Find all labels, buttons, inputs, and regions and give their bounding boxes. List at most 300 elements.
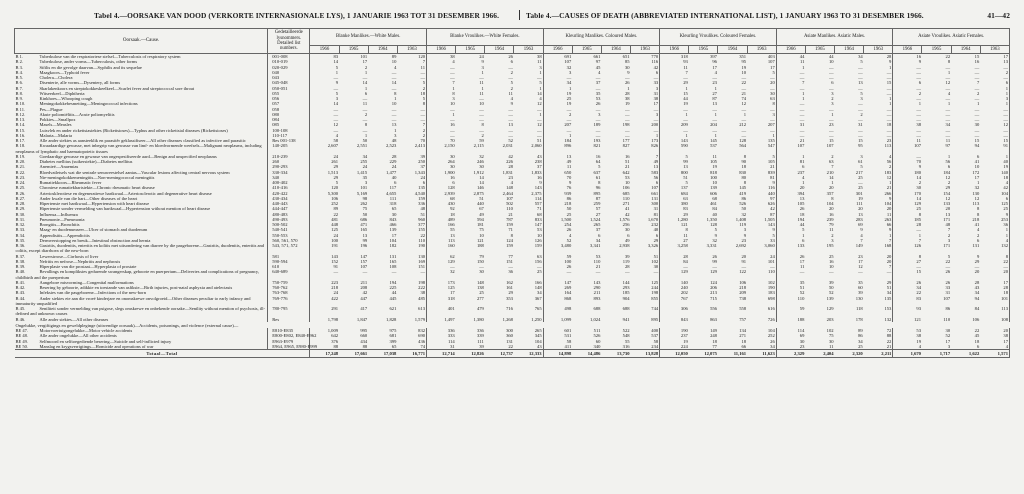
value-cell: 185 bbox=[893, 217, 922, 222]
value-cell: 164 bbox=[543, 290, 572, 295]
value-cell: — bbox=[858, 101, 863, 107]
cause-number: B 44. bbox=[15, 295, 26, 301]
value-cell: 122 bbox=[739, 269, 747, 275]
value-cell: 833 bbox=[534, 216, 542, 222]
value-cell: — bbox=[886, 75, 892, 80]
value-cell: 102 bbox=[826, 328, 834, 333]
value-cell: 7 bbox=[947, 227, 951, 233]
value-cell: 1 bbox=[776, 91, 805, 96]
value-cell: 43 bbox=[974, 285, 980, 290]
cause-label: Chroniese rumatiekhartsiekte—Chronic rheumatic heart disease bbox=[39, 185, 155, 191]
value-cell: 3 bbox=[539, 64, 542, 70]
value-cell: 226 bbox=[506, 159, 513, 164]
value-cell: 6 bbox=[422, 180, 426, 185]
value-cell: 39 bbox=[828, 279, 834, 285]
value-cell: 56 bbox=[653, 174, 659, 180]
value-cell: 20 bbox=[828, 185, 834, 191]
value-cell: 13 bbox=[980, 59, 1009, 64]
cause-number: B 40. bbox=[15, 269, 26, 275]
value-cell: — bbox=[945, 64, 951, 70]
value-cell: — bbox=[427, 107, 456, 112]
value-cell: 25 bbox=[479, 290, 484, 296]
group-header-white-males: Blanke Manlikes.—White Males. bbox=[310, 29, 427, 46]
value-cell: — bbox=[776, 86, 805, 91]
value-cell: 128 bbox=[739, 138, 747, 143]
value-cell: 149 bbox=[855, 243, 863, 248]
value-cell: 843 bbox=[389, 216, 397, 222]
value-cell: 7 bbox=[860, 237, 863, 243]
cause-number: B 2. bbox=[15, 59, 24, 65]
value-cell: 20 bbox=[980, 328, 1009, 333]
value-cell: — bbox=[624, 269, 630, 275]
value-cell: 70 bbox=[893, 159, 922, 164]
cause-label: Cholera—Cholera bbox=[39, 75, 73, 80]
value-cell: 79 bbox=[479, 253, 484, 259]
value-cell: 143 bbox=[660, 138, 689, 143]
value-cell: 839 bbox=[767, 169, 775, 175]
value-cell: — bbox=[310, 86, 339, 91]
value-cell: 2,031 bbox=[502, 143, 513, 149]
value-cell: 12,737 bbox=[485, 350, 514, 358]
value-cell: 44 bbox=[828, 54, 834, 59]
value-cell: 403 bbox=[767, 54, 775, 59]
value-cell: 86 bbox=[543, 196, 572, 201]
value-cell: 1 bbox=[980, 101, 1009, 106]
value-cell: 146 bbox=[476, 185, 484, 191]
value-cell: 22 bbox=[886, 338, 892, 344]
value-cell: 23 bbox=[776, 344, 805, 350]
value-cell: 3,341 bbox=[590, 243, 601, 248]
cause-number: B 7. bbox=[15, 85, 24, 91]
value-cell: 2 bbox=[889, 164, 892, 170]
value-cell: — bbox=[770, 117, 775, 122]
value-cell: — bbox=[741, 132, 747, 138]
value-cell: 351 bbox=[739, 54, 747, 59]
value-cell: 223 bbox=[310, 280, 339, 285]
value-cell: 13 bbox=[660, 164, 689, 169]
value-cell: 511 bbox=[593, 328, 601, 333]
value-cell: — bbox=[543, 269, 572, 280]
value-cell: — bbox=[886, 85, 892, 91]
value-cell: 10 bbox=[427, 101, 456, 106]
value-cell: 417 bbox=[360, 306, 368, 311]
value-cell: 97 bbox=[595, 59, 601, 65]
value-cell: 485 bbox=[418, 295, 426, 301]
value-cell: 1 bbox=[772, 132, 775, 138]
value-cell: 6 bbox=[394, 180, 397, 185]
value-cell: 63 bbox=[770, 96, 775, 101]
value-cell: 75 bbox=[479, 227, 484, 233]
value-cell: — bbox=[828, 269, 834, 275]
detailed-list-number: 780-795 bbox=[268, 306, 310, 317]
value-cell: 19 bbox=[543, 91, 572, 96]
value-cell: 401 bbox=[427, 306, 456, 317]
value-cell: 50 bbox=[362, 138, 368, 143]
cause-number: BE 47. bbox=[15, 328, 29, 333]
value-cell: 87 bbox=[770, 211, 775, 217]
value-cell: 8 bbox=[947, 59, 951, 65]
value-cell: 113 bbox=[980, 306, 1009, 317]
value-cell: 757 bbox=[739, 316, 747, 322]
value-cell: 143 bbox=[310, 254, 339, 259]
value-cell: 218 bbox=[543, 201, 572, 206]
value-cell: 28 bbox=[893, 222, 922, 227]
value-cell: 7 bbox=[422, 59, 426, 65]
value-cell: 399 bbox=[389, 338, 397, 344]
value-cell: 110 bbox=[418, 237, 426, 243]
value-cell: 28 bbox=[660, 254, 689, 259]
value-cell: 436 bbox=[418, 338, 426, 344]
value-cell: — bbox=[886, 69, 892, 75]
value-cell: 30 bbox=[893, 185, 922, 190]
value-cell: 744 bbox=[651, 306, 659, 311]
value-cell: — bbox=[653, 127, 659, 133]
cause-label: Seniliteit sonder vermelding van psigose, slegs omskrewe en onbekende oorsake—Senility without mention of psychosis, ill-defined and unknown causes bbox=[15, 306, 265, 317]
value-cell: 88 bbox=[310, 344, 339, 350]
value-cell: 250 bbox=[418, 159, 426, 164]
value-cell: 1 bbox=[660, 133, 689, 138]
value-cell: 3,326 bbox=[647, 243, 659, 248]
value-cell: 466 bbox=[389, 222, 397, 227]
value-cell: 42 bbox=[362, 290, 368, 296]
value-cell: — bbox=[776, 128, 805, 133]
value-cell: 22 bbox=[310, 212, 339, 217]
value-cell: 688 bbox=[622, 306, 630, 311]
value-cell: 1,798 bbox=[310, 317, 339, 322]
value-cell: 52 bbox=[828, 290, 834, 296]
value-cell: 114 bbox=[427, 339, 456, 344]
table-row bbox=[15, 339, 1010, 344]
value-cell: 121 bbox=[893, 317, 922, 322]
value-cell: 333 bbox=[427, 333, 456, 338]
value-cell: 133 bbox=[776, 243, 805, 254]
value-cell: 893 bbox=[593, 295, 601, 301]
detailed-list-number: 610 bbox=[268, 264, 310, 269]
value-cell: 558 bbox=[739, 306, 747, 311]
value-cell: 537 bbox=[710, 143, 717, 149]
value-cell: — bbox=[595, 106, 601, 112]
value-cell: 12 bbox=[741, 101, 747, 107]
value-cell: 34 bbox=[770, 343, 775, 349]
value-cell: 6 bbox=[655, 69, 659, 75]
value-cell: 832 bbox=[418, 328, 426, 333]
value-cell: 7 bbox=[893, 238, 922, 243]
value-cell: 4 bbox=[947, 90, 951, 96]
value-cell: 93 bbox=[660, 59, 689, 64]
value-cell: 1 bbox=[427, 112, 456, 117]
detailed-list-number: 750-759 bbox=[268, 280, 310, 285]
cause-number: B 1. bbox=[15, 54, 24, 59]
value-cell: 10 bbox=[624, 180, 630, 185]
value-cell: — bbox=[945, 132, 951, 138]
cause-number: B 27. bbox=[15, 195, 26, 201]
cause-number: B 39. bbox=[15, 264, 26, 269]
value-cell: — bbox=[508, 132, 513, 138]
value-cell: 30 bbox=[974, 122, 980, 128]
year-header: 1964 bbox=[951, 46, 980, 54]
value-cell: 5 bbox=[310, 180, 339, 185]
cause-number: B 17. bbox=[15, 138, 26, 143]
value-cell: 17 bbox=[770, 64, 775, 70]
cause-number: B 9. bbox=[15, 96, 24, 101]
year-header: 1963 bbox=[397, 46, 426, 54]
value-cell: 3 bbox=[598, 111, 601, 117]
value-cell: 61 bbox=[595, 174, 601, 180]
value-cell: 39 bbox=[479, 343, 484, 349]
value-cell: 111 bbox=[477, 338, 484, 344]
cause-number: B 35. bbox=[15, 237, 26, 243]
value-cell: 20 bbox=[741, 253, 747, 259]
value-cell: 13 bbox=[427, 233, 456, 238]
value-cell: 32 bbox=[712, 237, 717, 243]
value-cell: — bbox=[974, 75, 980, 80]
value-cell: — bbox=[893, 227, 922, 232]
value-cell: 41 bbox=[974, 222, 980, 227]
value-cell: 1,380 bbox=[473, 316, 484, 322]
value-cell: 9 bbox=[889, 195, 892, 201]
page-number: 41—42 bbox=[987, 11, 1010, 20]
value-cell: 246 bbox=[476, 159, 484, 164]
value-cell: 3 bbox=[947, 237, 951, 243]
value-cell: — bbox=[624, 75, 630, 80]
value-cell: 59 bbox=[776, 306, 805, 317]
value-cell: 4 bbox=[394, 64, 397, 70]
value-cell: 25 bbox=[893, 206, 922, 211]
value-cell: 8 bbox=[976, 206, 980, 212]
value-cell: 244 bbox=[651, 285, 659, 290]
value-cell: 259 bbox=[593, 201, 601, 206]
value-cell: 31 bbox=[427, 344, 456, 350]
value-cell: 105 bbox=[710, 159, 717, 164]
value-cell: 19 bbox=[660, 101, 689, 106]
detailed-list-number: 500-502 bbox=[268, 222, 310, 227]
value-cell: 2 bbox=[543, 112, 572, 117]
value-cell: 49 bbox=[624, 237, 630, 243]
value-cell: — bbox=[624, 117, 630, 122]
value-cell: 30 bbox=[427, 154, 456, 159]
value-cell: 121 bbox=[660, 222, 689, 227]
value-cell: 16 bbox=[828, 211, 834, 217]
value-cell: 266 bbox=[884, 190, 892, 196]
value-cell: 238 bbox=[534, 159, 542, 164]
value-cell: — bbox=[893, 133, 922, 138]
cause-number: B 37. bbox=[15, 253, 26, 259]
value-cell: 110 bbox=[622, 195, 630, 201]
value-cell: 34 bbox=[886, 290, 892, 296]
value-cell: 2 bbox=[831, 232, 834, 238]
value-cell: 198 bbox=[418, 279, 426, 285]
value-cell: 377 bbox=[418, 222, 426, 227]
value-cell: — bbox=[427, 65, 456, 70]
value-cell: 5 bbox=[310, 65, 339, 70]
value-cell: 145 bbox=[710, 138, 717, 143]
value-cell: 66 bbox=[741, 343, 747, 349]
value-cell: 206 bbox=[710, 285, 717, 290]
value-cell: 7 bbox=[660, 70, 689, 75]
value-cell: 39 bbox=[624, 253, 630, 259]
value-cell: 53 bbox=[893, 328, 922, 333]
value-cell: 904 bbox=[622, 295, 630, 301]
value-cell: 61 bbox=[858, 159, 863, 164]
detailed-list-number: 043 bbox=[268, 75, 310, 80]
value-cell: 13 bbox=[945, 211, 951, 217]
value-cell: 9 bbox=[772, 227, 775, 233]
value-cell: 9 bbox=[889, 59, 892, 65]
value-cell: 28 bbox=[980, 285, 1009, 290]
cause-cell bbox=[15, 143, 268, 154]
value-cell: — bbox=[770, 106, 775, 112]
value-cell: 204 bbox=[710, 122, 717, 128]
value-cell: 7 bbox=[655, 153, 659, 159]
value-cell: 2 bbox=[976, 232, 980, 238]
cause-label: Ander kwale van die hart—Other diseases of the heart bbox=[39, 195, 138, 201]
value-cell: 2 bbox=[893, 180, 922, 185]
value-cell: 3 bbox=[743, 227, 747, 233]
value-cell: 11 bbox=[886, 211, 892, 217]
value-cell: 2 bbox=[510, 85, 513, 91]
value-cell: 107 bbox=[776, 143, 805, 154]
value-cell: — bbox=[420, 106, 426, 112]
value-cell: 59 bbox=[543, 254, 572, 259]
value-cell: 13 bbox=[391, 122, 397, 128]
value-cell: 38 bbox=[653, 96, 659, 101]
value-cell: 28 bbox=[508, 164, 513, 170]
cause-label: Meningokokkebesmetting—Meningococcal infections bbox=[39, 101, 138, 107]
value-cell: 52 bbox=[508, 138, 513, 143]
cause-label: Manslag en krygsverrigtings—Homicide and operations of war bbox=[39, 343, 154, 349]
value-cell: 434 bbox=[360, 338, 368, 344]
value-cell: 318 bbox=[427, 296, 456, 307]
value-cell: — bbox=[858, 180, 863, 185]
value-cell: 3 bbox=[980, 96, 1009, 101]
value-cell: 208 bbox=[360, 285, 368, 290]
value-cell: — bbox=[893, 96, 922, 101]
value-cell: 130 bbox=[855, 295, 863, 301]
value-cell: 107 bbox=[767, 59, 775, 65]
value-cell: 51 bbox=[653, 253, 659, 259]
value-cell: 26 bbox=[508, 54, 513, 59]
cause-number: B 15. bbox=[15, 127, 26, 133]
detailed-list-number: 084 bbox=[268, 117, 310, 122]
value-cell: 32 bbox=[543, 65, 572, 70]
value-cell: 55 bbox=[624, 338, 630, 344]
value-cell: 340 bbox=[593, 343, 601, 349]
value-cell: 148 bbox=[476, 279, 484, 285]
table-row bbox=[15, 143, 1010, 154]
cause-label: Luisvlek en ander rickettsiasiektes (Rickettsioses)—Typhus and other rickettsial diseases (Rickettsioses) bbox=[39, 127, 228, 133]
value-cell: 7 bbox=[976, 80, 980, 86]
value-cell: 1,099 bbox=[543, 317, 572, 322]
value-cell: 24 bbox=[391, 164, 397, 170]
value-cell: 376 bbox=[310, 339, 339, 344]
value-cell: 1 bbox=[889, 232, 892, 238]
cause-label: Arteriosklerotiese en degeneratiewe hartkwaal—Arteriosclerotic and degenerative heart disease bbox=[39, 190, 212, 196]
year-header: 1966 bbox=[427, 46, 456, 54]
value-cell: 20 bbox=[980, 269, 1009, 280]
value-cell: — bbox=[980, 112, 1009, 117]
value-cell: 336 bbox=[427, 328, 456, 333]
value-cell: 106 bbox=[972, 316, 980, 322]
page-header bbox=[14, 8, 1010, 20]
value-cell: — bbox=[543, 117, 572, 122]
cause-number: B 22. bbox=[15, 169, 26, 175]
value-cell: 20 bbox=[770, 80, 775, 86]
value-cell: 25 bbox=[828, 253, 834, 259]
value-cell: 1 bbox=[776, 65, 805, 70]
value-cell: 218 bbox=[739, 285, 747, 290]
value-cell: 248 bbox=[710, 333, 717, 339]
value-cell: 178 bbox=[855, 316, 863, 322]
value-cell: 184 bbox=[543, 138, 572, 143]
value-cell: 135 bbox=[418, 185, 426, 191]
value-cell: 17 bbox=[980, 339, 1009, 344]
cause-number: B 18. bbox=[15, 143, 26, 149]
value-cell: 24 bbox=[770, 253, 775, 259]
value-cell: 34 bbox=[362, 153, 368, 159]
value-cell: 448 bbox=[310, 222, 339, 227]
value-cell: 5 bbox=[772, 69, 775, 75]
detailed-list-number: 040 bbox=[268, 70, 310, 75]
value-cell: 14 bbox=[362, 80, 368, 86]
value-cell: 29 bbox=[653, 237, 659, 243]
value-cell: 239 bbox=[826, 216, 834, 222]
value-cell: 6 bbox=[427, 180, 456, 185]
value-cell: 51 bbox=[660, 175, 689, 180]
value-cell: 263 bbox=[884, 216, 892, 222]
value-cell: — bbox=[543, 107, 572, 112]
value-cell: 11 bbox=[543, 164, 572, 169]
value-cell: 1 bbox=[980, 154, 1009, 159]
value-cell: 1 bbox=[980, 233, 1009, 238]
value-cell: 9 bbox=[543, 180, 572, 185]
value-cell: 100 bbox=[543, 259, 572, 264]
value-cell: 293 bbox=[622, 285, 630, 290]
value-cell: 1 bbox=[776, 154, 805, 159]
table-row bbox=[15, 269, 1010, 280]
value-cell: 25 bbox=[537, 269, 542, 275]
value-cell: 336 bbox=[418, 201, 426, 206]
detailed-list-number: 400-402 bbox=[268, 180, 310, 185]
detailed-list-number: 020-029 bbox=[268, 65, 310, 70]
value-cell: 2,211 bbox=[864, 350, 893, 358]
cause-number: B 38. bbox=[15, 258, 26, 264]
value-cell: 91 bbox=[310, 264, 339, 269]
value-cell: — bbox=[362, 75, 368, 80]
value-cell: 52 bbox=[945, 333, 951, 339]
value-cell: 18 bbox=[980, 175, 1009, 180]
cause-number: B 32. bbox=[15, 222, 26, 227]
value-cell: 57 bbox=[595, 206, 601, 212]
value-cell: 265 bbox=[534, 328, 542, 333]
value-cell: 15 bbox=[974, 138, 980, 143]
value-cell: 13 bbox=[362, 232, 368, 238]
value-cell: 11 bbox=[537, 59, 542, 65]
value-cell: 140 bbox=[980, 170, 1009, 175]
value-cell: 49 bbox=[653, 159, 659, 164]
cause-label: Selfmoord en selftoegediende besering—Suicide and self-inflicted injury bbox=[39, 338, 172, 344]
value-cell: 203 bbox=[826, 316, 834, 322]
value-cell: 107 bbox=[943, 295, 951, 301]
value-cell: 42 bbox=[624, 211, 630, 217]
value-cell: 277 bbox=[476, 295, 484, 301]
value-cell: 255 bbox=[360, 159, 368, 164]
value-cell: 35 bbox=[362, 174, 368, 180]
value-cell: — bbox=[776, 112, 805, 117]
detailed-list-number: 085 bbox=[268, 122, 310, 127]
value-cell: 170 bbox=[893, 191, 922, 196]
value-cell: 3 bbox=[831, 237, 834, 243]
value-cell: 194 bbox=[389, 279, 397, 285]
